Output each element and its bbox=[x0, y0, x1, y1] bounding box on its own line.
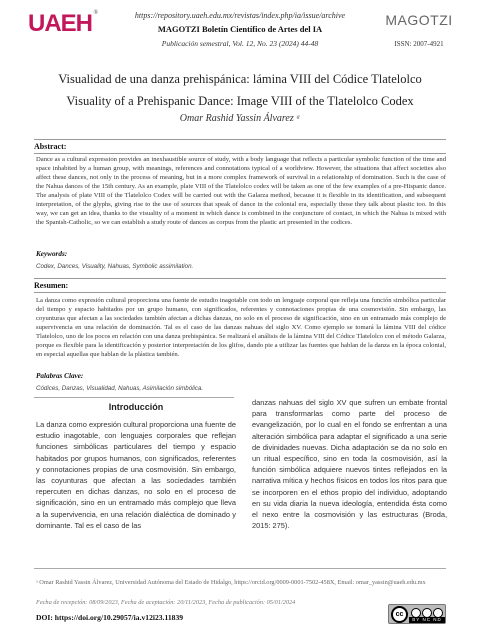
registered-mark: ® bbox=[93, 10, 98, 16]
palabras-clave-label: Palabras Clave: bbox=[36, 372, 84, 380]
publication-info: Publicación semestral, Vol. 12, No. 23 (2024) 44-48 bbox=[161, 39, 319, 48]
title-spanish: Visualidad de una danza prehispánica: lámina VIII del Códice Tlatelolco bbox=[58, 72, 422, 86]
journal-url[interactable]: https://repository.uaeh.edu.mx/revistas/index.php/ia/issue/archive bbox=[134, 11, 346, 20]
keywords-label: Keywords: bbox=[36, 250, 68, 258]
abstract-text: Dance as a cultural expression provides an inexhaustible source of study, with a body language that reflects a particular symbolic function of the time and space inhabited by a human group, with meanings, references and connotations typical of a worldview. However, the situations that affect societies also affect these dances, not only in the process of meaning, but in a more complex framework of survival in a relationship of domination. Such is the case of the Nahua dances of the 15th century. As an example, plate VIII of the Tlatelolco codex will be taken as one of the few examples of a pre-Hispanic dance. The analysis of plate VIII of the Tlatelolco Codex will be carried out with the Galarza method, because it is flexible in its identification, and subsequent interpretation, of the glyphs, giving rise to the use of sources that speak of dance in the colonial era, especially those they talk about plastic too. In this way, we can get an idea, thanks to the visuality of a moment in which dance is combined in the conjuncture of contact, in which the Nahua is mixed with the Spanish-Catholic, so we can establish a study route of dances as corpus from the plastic art presented in the codices. bbox=[36, 156, 446, 227]
doi-link[interactable]: DOI: https://doi.org/10.29057/ia.v12i23.11839 bbox=[36, 613, 184, 622]
introduction-heading: Introducción bbox=[108, 402, 164, 412]
uaeh-logo-text: UAEH bbox=[28, 10, 93, 37]
body-right-column: danzas nahuas del siglo XV que sufren un embate frontal para transformarlas como parte del proceso de evangelización, por lo cual en el fondo se enfrentan a una alteración simbólica para adaptar el significado a una serie de divinidades nuevas. Dicha adaptación se da no solo en un ritual específico, sino en toda la cosmovisión, así la función simbólica adquiere nuevos tintes reflejados en la narrativa mítica y hechos físicos en todos los ritos para que se incorporen en el ethos propio del individuo, adoptando en su vida diaria la nueva ideología, entendida ésta como el nexo entre la cosmovisión y las estructuras (Broda, 2015: 275). bbox=[252, 398, 447, 531]
publication-dates: Fecha de recepción: 08/09/2023, Fecha de aceptación: 20/11/2023, Fecha de publicación: 05/01/2024 bbox=[36, 599, 296, 606]
keywords-text: Codex, Dances, Visuality, Nahuas, Symbolic assimilation. bbox=[36, 263, 194, 270]
resumen-heading: Resumen: bbox=[34, 278, 446, 293]
magotzi-logo bbox=[384, 12, 454, 48]
magotzi-logo-text: MAGOTZI bbox=[385, 12, 453, 28]
footnote-divider bbox=[34, 568, 446, 569]
creative-commons-badge[interactable] bbox=[388, 604, 446, 624]
resumen-text: La danza como expresión cultural proporciona una fuente de estudio inagotable con todo un lenguaje corporal que refleja una función simbólica particular del tiempo y espacio habitados por un grupo humano, con significados, referentes y connotaciones propias de una cosmovisión. Sin embargo, las coyunturas que afectan a las sociedades también afectan a dichas danzas, no solo en el proceso de significación, sino en un entramado más complejo de supervivencia en una relación de dominación. Tal es el caso de las danzas nahuas del siglo XV. Como ejemplo se tomará la lámina VIII del códice Tlatelolco, uno de los pocos en relación con una danza prehispánica. Se realizará el análisis de la lámina VIII del Códice Tlatelolco con el método Galarza, porque es flexible para la identificación y posterior interpretación de los glifos, dando pie a utilizar las fuentes que hablan de la danza en la época colonial, en especial aquellas que hablan de la plástica también. bbox=[36, 297, 446, 359]
title-english: Visuality of a Prehispanic Dance: Image VIII of the Tlatelolco Codex bbox=[66, 94, 414, 108]
author-name: Omar Rashid Yassin Álvarez ᵃ bbox=[179, 113, 301, 124]
cc-license-labels: BY NC ND bbox=[409, 617, 445, 623]
body-left-column: La danza como expresión cultural proporciona una fuente de estudio inagotable, con lenguajes corporales que reflejan funciones simbólicas particulares del tiempo y espacio habitados por grupos humanos, con significados, referentes y connotaciones propias de una cosmovisión. Sin embargo, las coyunturas que afectan a las sociedades también repercuten en dichas danzas, no solo en el proceso de significación, sino en un entramado más complejo que lleva a la supervivencia, en una relación dialéctica de dominado y dominante. Tal es el caso de las bbox=[36, 420, 236, 530]
issn: ISSN: 2007-4921 bbox=[394, 40, 444, 48]
palabras-clave-text: Códices, Danzas, Visualidad, Nahuas, Asimilación simbólica. bbox=[36, 385, 204, 392]
section-divider bbox=[34, 397, 234, 398]
journal-header bbox=[110, 10, 370, 49]
journal-name: MAGOTZI Boletín Científico de Artes del IA bbox=[157, 24, 323, 34]
uaeh-logo bbox=[28, 10, 98, 38]
author-footnote: ᵃ Omar Rashid Yassin Álvarez, Universidad Autónoma del Estado de Hidalgo, https://orcid.org/0009-0001-7502-458X, Email: omar_yassin@uaeh.edu.mx bbox=[36, 579, 426, 586]
abstract-heading: Abstract: bbox=[34, 139, 446, 154]
cc-icon: cc bbox=[391, 606, 408, 623]
